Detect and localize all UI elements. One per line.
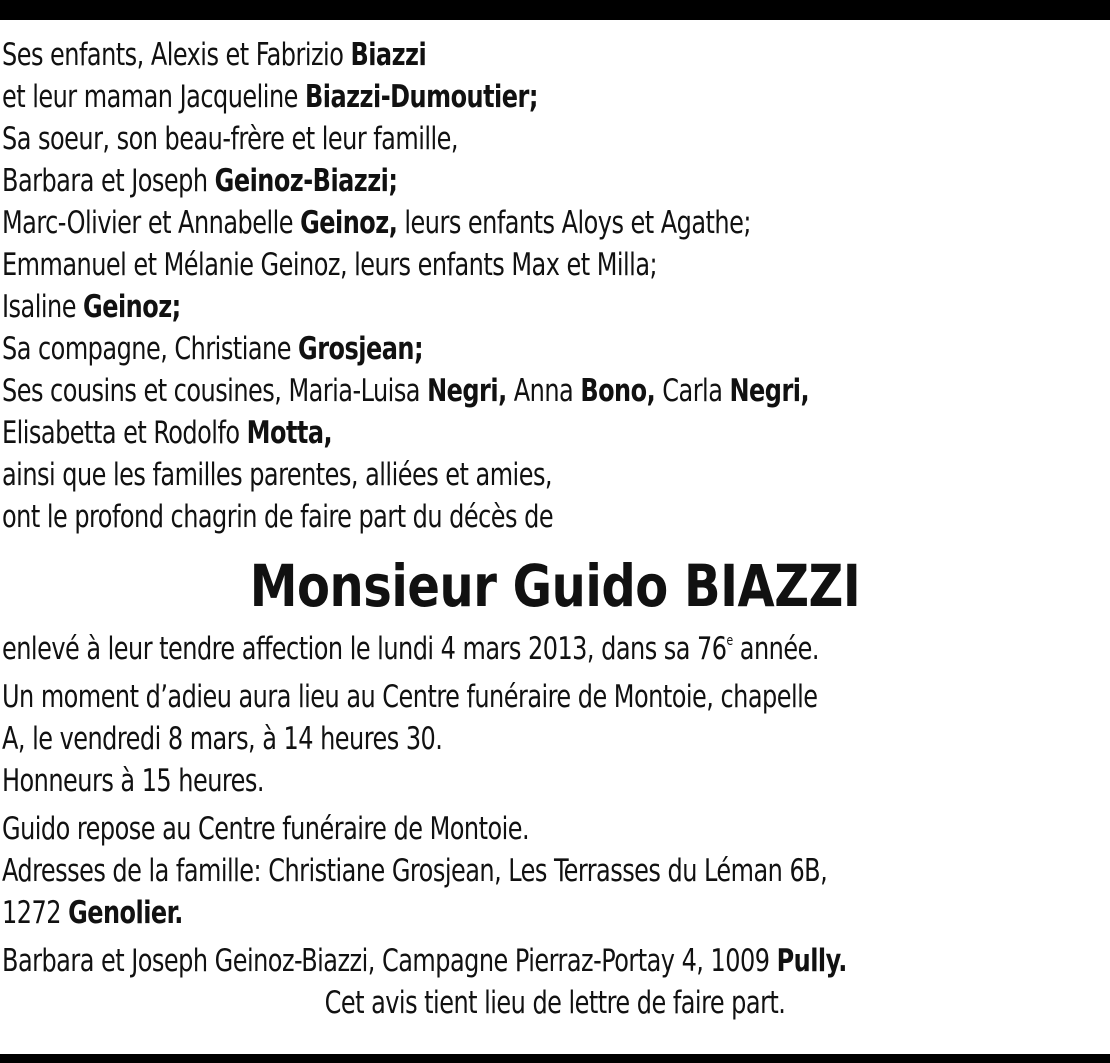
surname-biazzi-dumoutier: Biazzi-Dumoutier; [304, 79, 538, 115]
death-date-text: enlevé à leur tendre affection le lundi 4 mars 2013, dans sa 76 [2, 631, 727, 667]
mother-text: et leur maman Jacqueline [2, 79, 305, 115]
closing-line: Cet avis tient lieu de lettre de faire part. [324, 985, 786, 1021]
death-year-word: année. [732, 631, 819, 667]
companion-text: Sa compagne, Christiane [2, 331, 299, 367]
family-line-motta [2, 412, 953, 454]
family-line-marc-olivier [2, 202, 953, 244]
family-line-sister-intro: Sa soeur, son beau-frère et leur famille, [2, 121, 459, 157]
surname-bono: Bono, [580, 373, 656, 409]
top-border-rule [0, 0, 1110, 20]
ordinal-suffix: e [726, 633, 733, 649]
farewell-line-2: A, le vendredi 8 mars, à 14 heures 30. [2, 721, 443, 757]
announcement-line: ont le profond chagrin de faire part du décès de [2, 499, 554, 535]
family-line-relatives: ainsi que les familles parentes, alliées et amies, [2, 457, 553, 493]
children-text: Ses enfants, Alexis et Fabrizio [2, 37, 351, 73]
surname-negri: Negri, [729, 373, 810, 409]
family-line-mother [2, 76, 953, 118]
rest-place-line: Guido repose au Centre funéraire de Montoie. [2, 811, 530, 847]
honors-line: Honneurs à 15 heures. [2, 763, 264, 799]
postal-code: 1272 [2, 895, 69, 931]
surname-grosjean: Grosjean; [298, 331, 424, 367]
surname-geinoz: Geinoz; [83, 289, 181, 325]
marc-olivier-children: leurs enfants Aloys et Agathe; [397, 205, 751, 241]
surname-motta: Motta, [246, 415, 333, 451]
family-line-sister [2, 160, 953, 202]
deceased-name-heading: Monsieur Guido BIAZZI [249, 552, 861, 620]
address-line-1: Adresses de la famille: Christiane Grosjean, Les Terrasses du Léman 6B, [2, 853, 828, 889]
town-pully: Pully. [776, 943, 847, 979]
bottom-border-rule [0, 1054, 1110, 1063]
surname-geinoz: Geinoz, [300, 205, 398, 241]
surname-negri: Negri, [427, 373, 507, 409]
obituary-notice [2, 34, 1108, 1024]
family-line-emmanuel: Emmanuel et Mélanie Geinoz, leurs enfants Max et Milla; [2, 247, 658, 283]
sister-text: Barbara et Joseph [2, 163, 215, 199]
family-line-companion [2, 328, 953, 370]
cousin-anna: Anna [506, 373, 581, 409]
cousin-carla: Carla [655, 373, 730, 409]
address-pully-text: Barbara et Joseph Geinoz-Biazzi, Campagne Pierraz-Portay 4, 1009 [2, 943, 777, 979]
marc-olivier-text: Marc-Olivier et Annabelle [2, 205, 301, 241]
address-line-2 [2, 892, 953, 934]
surname-geinoz-biazzi: Geinoz-Biazzi; [214, 163, 398, 199]
motta-text: Elisabetta et Rodolfo [2, 415, 247, 451]
family-line-children [2, 34, 953, 76]
death-date-line [2, 628, 953, 670]
farewell-line-1: Un moment d’adieu aura lieu au Centre funéraire de Montoie, chapelle [2, 679, 818, 715]
surname-biazzi: Biazzi [350, 37, 427, 73]
isaline-text: Isaline [2, 289, 84, 325]
town-genolier: Genolier. [68, 895, 183, 931]
family-line-isaline [2, 286, 953, 328]
address-line-3 [2, 940, 953, 982]
cousins-text: Ses cousins et cousines, Maria-Luisa [2, 373, 428, 409]
family-line-cousins [2, 370, 953, 412]
